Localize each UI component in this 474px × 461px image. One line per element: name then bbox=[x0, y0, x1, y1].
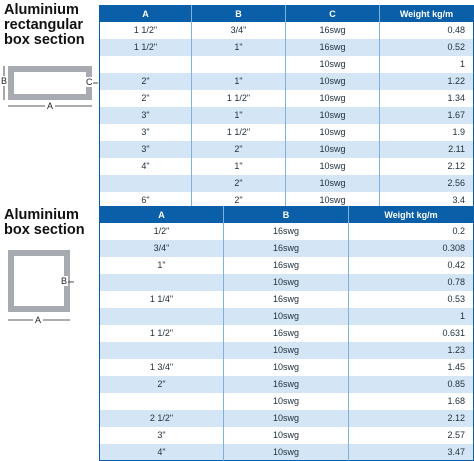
table-cell: 4" bbox=[100, 158, 192, 175]
table-cell: 16swg bbox=[286, 22, 380, 39]
table-cell: 10swg bbox=[224, 427, 349, 444]
table-cell: 1" bbox=[100, 257, 224, 274]
table-cell: 1 3/4" bbox=[100, 359, 224, 376]
table-row bbox=[100, 124, 474, 141]
table-cell: 1 1/4" bbox=[100, 291, 224, 308]
rect-col-weight: Weight kg/m bbox=[380, 6, 474, 22]
square-title-line-2: box section bbox=[4, 222, 85, 238]
table-cell: 4" bbox=[100, 444, 224, 461]
table-row bbox=[100, 427, 474, 444]
table-cell: 1" bbox=[192, 158, 286, 175]
table-cell: 1.67 bbox=[380, 107, 474, 124]
table-cell: 10swg bbox=[224, 342, 349, 359]
table-cell: 1 bbox=[380, 56, 474, 73]
table-cell: 1 1/2" bbox=[192, 90, 286, 107]
square-box-profile-icon bbox=[0, 244, 100, 328]
table-cell bbox=[100, 308, 224, 325]
table-cell bbox=[100, 175, 192, 192]
table-cell: 2.11 bbox=[380, 141, 474, 158]
square-section-table bbox=[99, 206, 474, 461]
rect-title-line-2: rectangular bbox=[4, 17, 83, 33]
rect-profile-drawing bbox=[0, 62, 100, 122]
table-cell bbox=[100, 56, 192, 73]
table-cell: 0.308 bbox=[349, 240, 474, 257]
rect-table-body bbox=[100, 22, 474, 209]
table-cell: 1 1/2" bbox=[100, 22, 192, 39]
table-row bbox=[100, 359, 474, 376]
rect-col-b: B bbox=[192, 6, 286, 22]
table-row bbox=[100, 158, 474, 175]
table-cell: 6" bbox=[100, 192, 192, 209]
table-cell: 0.631 bbox=[349, 325, 474, 342]
table-cell bbox=[100, 274, 224, 291]
table-cell: 2 1/2" bbox=[100, 410, 224, 427]
table-cell: 3.47 bbox=[349, 444, 474, 461]
table-cell: 16swg bbox=[224, 223, 349, 240]
table-cell: 1.22 bbox=[380, 73, 474, 90]
table-row bbox=[100, 223, 474, 240]
table-cell: 1 bbox=[349, 308, 474, 325]
square-table-body bbox=[100, 223, 474, 461]
table-cell: 10swg bbox=[224, 410, 349, 427]
table-row bbox=[100, 56, 474, 73]
table-cell bbox=[100, 393, 224, 410]
table-cell: 0.48 bbox=[380, 22, 474, 39]
table-cell: 3.4 bbox=[380, 192, 474, 209]
square-label-a: A bbox=[35, 315, 42, 325]
table-cell: 10swg bbox=[286, 90, 380, 107]
table-row bbox=[100, 22, 474, 39]
table-row bbox=[100, 257, 474, 274]
square-title-line-1: Aluminium bbox=[4, 207, 79, 223]
rect-section-title bbox=[4, 3, 85, 48]
table-cell: 1.23 bbox=[349, 342, 474, 359]
table-cell: 10swg bbox=[224, 308, 349, 325]
rect-label-a: A bbox=[47, 101, 54, 111]
table-cell: 10swg bbox=[224, 393, 349, 410]
table-cell: 2" bbox=[100, 376, 224, 393]
table-row bbox=[100, 393, 474, 410]
table-cell: 1 1/2" bbox=[100, 325, 224, 342]
table-cell: 10swg bbox=[286, 107, 380, 124]
table-row bbox=[100, 410, 474, 427]
rect-section-table bbox=[99, 5, 474, 209]
table-cell: 1 1/2" bbox=[100, 39, 192, 56]
table-cell: 1" bbox=[192, 73, 286, 90]
table-cell: 10swg bbox=[286, 175, 380, 192]
table-cell: 10swg bbox=[224, 359, 349, 376]
table-row bbox=[100, 325, 474, 342]
table-row bbox=[100, 175, 474, 192]
table-cell: 10swg bbox=[286, 73, 380, 90]
table-cell: 0.53 bbox=[349, 291, 474, 308]
table-cell bbox=[192, 56, 286, 73]
table-cell: 0.42 bbox=[349, 257, 474, 274]
square-col-b: B bbox=[224, 207, 349, 223]
table-row bbox=[100, 39, 474, 56]
table-row bbox=[100, 107, 474, 124]
table-cell: 0.78 bbox=[349, 274, 474, 291]
table-row bbox=[100, 308, 474, 325]
table-cell: 1 1/2" bbox=[192, 124, 286, 141]
rectangular-box-profile-icon bbox=[0, 62, 100, 122]
table-cell: 3" bbox=[100, 124, 192, 141]
table-cell: 10swg bbox=[224, 274, 349, 291]
table-cell: 0.2 bbox=[349, 223, 474, 240]
table-cell: 1/2" bbox=[100, 223, 224, 240]
rect-table-header bbox=[100, 6, 474, 22]
square-profile-drawing bbox=[0, 244, 100, 328]
table-row bbox=[100, 274, 474, 291]
table-row bbox=[100, 73, 474, 90]
table-cell: 1.9 bbox=[380, 124, 474, 141]
square-label-b: B bbox=[61, 276, 68, 286]
table-cell: 16swg bbox=[224, 240, 349, 257]
table-cell: 10swg bbox=[286, 56, 380, 73]
table-cell: 2" bbox=[192, 192, 286, 209]
square-profile-inner bbox=[14, 256, 64, 306]
square-table-header bbox=[100, 207, 474, 223]
table-row bbox=[100, 240, 474, 257]
table-row bbox=[100, 342, 474, 359]
table-cell: 1" bbox=[192, 107, 286, 124]
table-row bbox=[100, 376, 474, 393]
table-cell: 10swg bbox=[286, 192, 380, 209]
table-cell: 3" bbox=[100, 141, 192, 158]
rect-label-b: B bbox=[1, 76, 8, 86]
table-cell: 16swg bbox=[224, 257, 349, 274]
table-cell: 1.45 bbox=[349, 359, 474, 376]
table-cell: 1.34 bbox=[380, 90, 474, 107]
table-cell: 10swg bbox=[286, 124, 380, 141]
table-cell: 2.12 bbox=[380, 158, 474, 175]
table-cell: 2" bbox=[192, 141, 286, 158]
square-col-a: A bbox=[100, 207, 224, 223]
table-row bbox=[100, 444, 474, 461]
table-cell: 2" bbox=[100, 73, 192, 90]
table-cell: 0.85 bbox=[349, 376, 474, 393]
table-cell: 3/4" bbox=[192, 22, 286, 39]
table-cell: 16swg bbox=[224, 325, 349, 342]
table-cell: 10swg bbox=[224, 444, 349, 461]
table-cell: 2.57 bbox=[349, 427, 474, 444]
table-cell: 16swg bbox=[224, 291, 349, 308]
table-cell: 2.56 bbox=[380, 175, 474, 192]
table-cell: 2" bbox=[100, 90, 192, 107]
table-cell: 1" bbox=[192, 39, 286, 56]
rect-title-line-3: box section bbox=[4, 32, 85, 48]
table-cell: 3/4" bbox=[100, 240, 224, 257]
square-col-weight: Weight kg/m bbox=[349, 207, 474, 223]
table-row bbox=[100, 291, 474, 308]
table-cell: 16swg bbox=[224, 376, 349, 393]
table-cell: 2.12 bbox=[349, 410, 474, 427]
table-cell bbox=[100, 342, 224, 359]
rect-profile-inner bbox=[14, 72, 86, 94]
rect-label-c: C bbox=[86, 77, 93, 87]
table-cell: 3" bbox=[100, 427, 224, 444]
table-cell: 10swg bbox=[286, 158, 380, 175]
rect-title-line-1: Aluminium bbox=[4, 2, 79, 18]
table-cell: 3" bbox=[100, 107, 192, 124]
table-row bbox=[100, 141, 474, 158]
square-section-title bbox=[4, 208, 85, 238]
table-cell: 10swg bbox=[286, 141, 380, 158]
table-row bbox=[100, 90, 474, 107]
table-cell: 0.52 bbox=[380, 39, 474, 56]
table-cell: 2" bbox=[192, 175, 286, 192]
table-cell: 1.68 bbox=[349, 393, 474, 410]
table-cell: 16swg bbox=[286, 39, 380, 56]
rect-col-a: A bbox=[100, 6, 192, 22]
rect-col-c: C bbox=[286, 6, 380, 22]
